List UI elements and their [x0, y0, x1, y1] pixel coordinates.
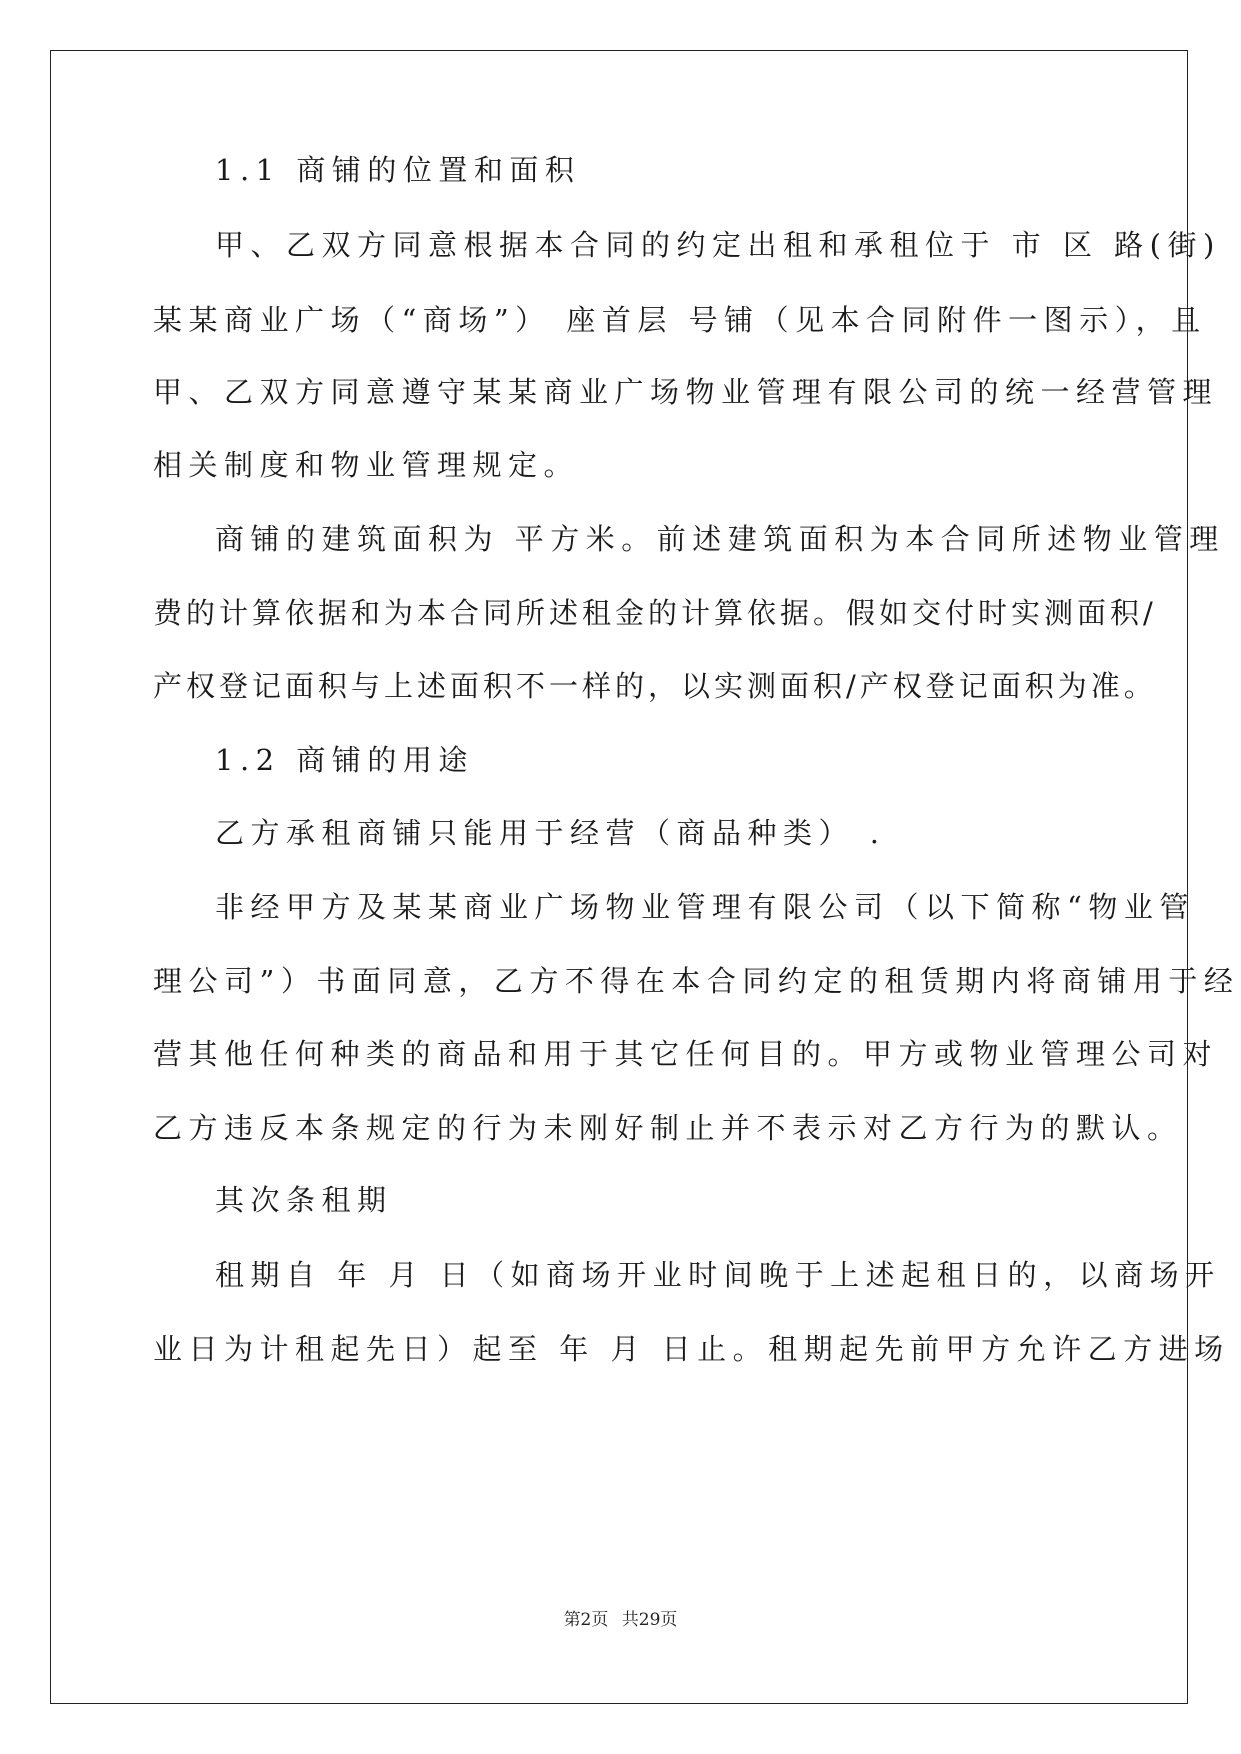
paragraph-line: 营其他任何种类的商品和用于其它任何目的。甲方或物业管理公司对: [153, 1037, 1219, 1071]
section-heading-term: 其次条租期: [215, 1183, 393, 1217]
paragraph-line: 业日为计租起先日）起至 年 月 日止。租期起先前甲方允许乙方进场: [153, 1332, 1230, 1366]
paragraph-line: 甲、乙双方同意根据本合同的约定出租和承租位于 市 区 路(街): [215, 228, 1221, 262]
page-number: 第2页: [563, 1610, 609, 1630]
page-border: [50, 50, 1188, 1704]
section-heading-1-2: 1.2 商铺的用途: [215, 743, 474, 777]
section-heading-1-1: 1.1 商铺的位置和面积: [215, 153, 581, 187]
page-total: 共29页: [621, 1610, 678, 1630]
paragraph-line: 租期自 年 月 日（如商场开业时间晚于上述起租日的，以商场开: [215, 1258, 1221, 1292]
paragraph-line: 乙方违反本条规定的行为未刚好制止并不表示对乙方行为的默认。: [153, 1111, 1183, 1145]
paragraph-line: 理公司”）书面同意，乙方不得在本合同约定的租赁期内将商铺用于经: [153, 964, 1240, 998]
page-footer: [0, 1605, 1241, 1630]
paragraph-line: 产权登记面积与上述面积不一样的，以实测面积/产权登记面积为准。: [153, 669, 1157, 703]
paragraph-line: 乙方承租商铺只能用于经营（商品种类） .: [215, 816, 886, 850]
paragraph-line: 非经甲方及某某商业广场物业管理有限公司（以下简称“物业管: [215, 890, 1195, 924]
paragraph-line: 相关制度和物业管理规定。: [153, 448, 580, 482]
paragraph-line: 商铺的建筑面积为 平方米。前述建筑面积为本合同所述物业管理: [215, 522, 1225, 556]
paragraph-line: 甲、乙双方同意遵守某某商业广场物业管理有限公司的统一经营管理: [153, 375, 1219, 409]
paragraph-line: 费的计算依据和为本合同所述租金的计算依据。假如交付时实测面积/: [153, 596, 1157, 630]
paragraph-line: 某某商业广场（“商场”） 座首层 号铺（见本合同附件一图示），且: [153, 303, 1207, 337]
